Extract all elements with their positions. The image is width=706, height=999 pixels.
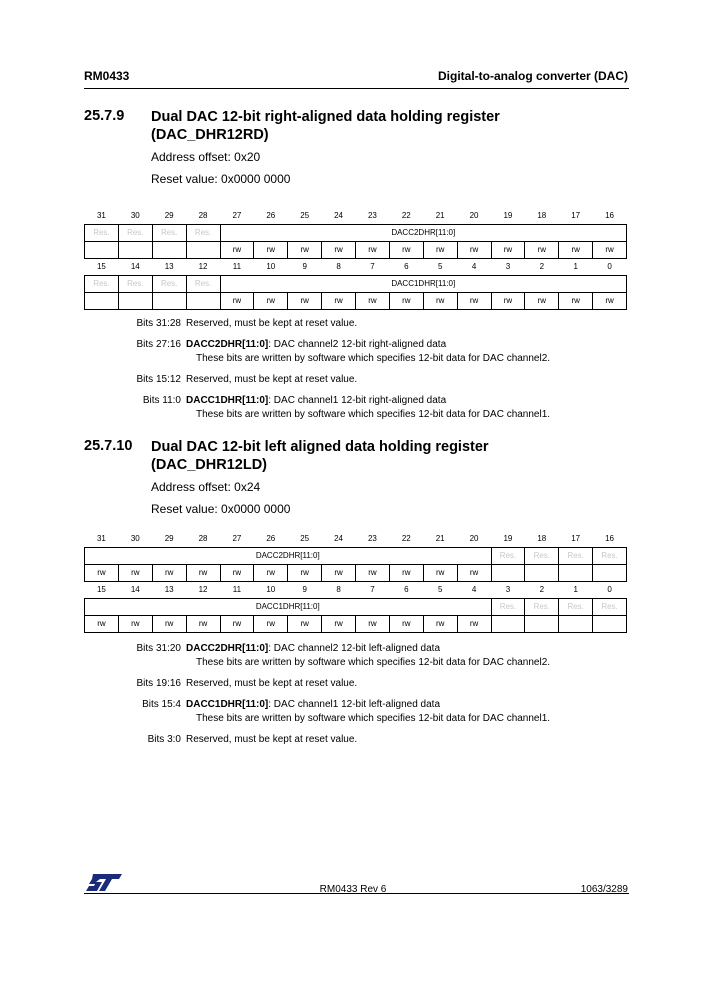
bit-number: 12 — [198, 262, 208, 271]
access-type — [118, 293, 152, 310]
access-type: rw — [356, 616, 390, 633]
bit-number: 15 — [96, 262, 106, 271]
bit-number: 6 — [404, 585, 409, 594]
reserved-field: Res. — [85, 276, 119, 293]
access-type: rw — [491, 293, 525, 310]
bit-number: 12 — [198, 585, 208, 594]
detail-text: These bits are written by software which specifies 12-bit data for DAC channel1. — [196, 409, 551, 420]
access-type — [559, 616, 593, 633]
bit-number: 27 — [232, 211, 242, 220]
reserved-field: Res. — [186, 225, 220, 242]
access-type: rw — [491, 242, 525, 259]
reserved-field: Res. — [559, 599, 593, 616]
bit-description-detail — [84, 657, 629, 671]
access-type: rw — [356, 293, 390, 310]
access-type — [118, 242, 152, 259]
bit-description — [84, 339, 629, 353]
bit-number-row — [85, 531, 627, 548]
bit-number: 22 — [401, 534, 411, 543]
bit-number: 16 — [605, 211, 615, 220]
access-row — [85, 565, 627, 582]
bit-description-text: DACC2DHR[11:0]: DAC channel2 12-bit left-aligned data — [186, 643, 441, 654]
bit-number: 13 — [164, 262, 174, 271]
detail-text: These bits are written by software which specifies 12-bit data for DAC channel2. — [196, 657, 551, 668]
access-type: rw — [322, 616, 356, 633]
reserved-field: Res. — [491, 599, 525, 616]
access-type — [186, 293, 220, 310]
section-title-line2: (DAC_DHR12LD) — [151, 457, 268, 473]
access-type: rw — [288, 242, 322, 259]
access-type: rw — [118, 616, 152, 633]
bit-number: 13 — [164, 585, 174, 594]
bit-number: 11 — [232, 262, 242, 271]
bit-description — [84, 643, 629, 657]
access-type: rw — [423, 293, 457, 310]
section-number: 25.7.9 — [84, 108, 125, 124]
bit-number: 17 — [571, 211, 581, 220]
access-type: rw — [220, 293, 254, 310]
bit-number: 9 — [302, 585, 307, 594]
bit-number: 3 — [505, 585, 511, 594]
bit-number: 11 — [232, 585, 242, 594]
bit-description-text: Reserved, must be kept at reset value. — [186, 374, 358, 385]
access-type: rw — [288, 616, 322, 633]
access-type — [491, 565, 525, 582]
bit-range: Bits 31:20 — [136, 643, 181, 654]
bit-range: Bits 3:0 — [147, 734, 181, 745]
bit-number: 31 — [96, 211, 106, 220]
access-type: rw — [118, 565, 152, 582]
bit-number: 14 — [130, 262, 140, 271]
bit-number: 4 — [471, 585, 477, 594]
address-offset: Address offset: 0x24 — [151, 480, 261, 494]
bit-number: 26 — [266, 534, 276, 543]
bit-number: 20 — [469, 534, 479, 543]
bit-number: 22 — [401, 211, 411, 220]
access-row — [85, 242, 627, 259]
bit-number: 29 — [164, 211, 174, 220]
register-bit-table — [84, 531, 627, 633]
bit-number: 5 — [437, 262, 443, 271]
reserved-field: Res. — [186, 276, 220, 293]
reset-value: Reset value: 0x0000 0000 — [151, 502, 291, 516]
section-title — [151, 108, 631, 144]
bit-description — [84, 699, 629, 713]
bit-range: Bits 15:12 — [136, 374, 181, 385]
section-title — [151, 438, 631, 474]
bit-range: Bits 27:16 — [136, 339, 181, 350]
access-row — [85, 293, 627, 310]
bit-description-detail — [84, 353, 629, 367]
bit-range: Bits 15:4 — [142, 699, 181, 710]
bit-number: 3 — [505, 262, 511, 271]
bit-description — [84, 678, 629, 692]
access-type: rw — [559, 242, 593, 259]
bit-number-row — [85, 259, 627, 276]
bit-number: 30 — [130, 211, 140, 220]
address-offset: Address offset: 0x20 — [151, 150, 261, 164]
bit-field: DACC1DHR[11:0] — [220, 276, 627, 293]
access-type: rw — [254, 242, 288, 259]
bit-number: 7 — [370, 585, 375, 594]
field-row — [85, 599, 627, 616]
field-row — [85, 276, 627, 293]
reserved-field: Res. — [118, 225, 152, 242]
bit-number: 5 — [437, 585, 443, 594]
access-type: rw — [593, 293, 627, 310]
bit-number: 30 — [130, 534, 140, 543]
access-type — [593, 565, 627, 582]
access-type: rw — [254, 293, 288, 310]
bit-number: 17 — [571, 534, 581, 543]
access-type: rw — [254, 616, 288, 633]
bit-number: 14 — [130, 585, 140, 594]
bit-number: 21 — [435, 534, 445, 543]
field-name: DACC2DHR[11:0] — [186, 643, 269, 654]
bit-number: 15 — [96, 585, 106, 594]
access-row — [85, 616, 627, 633]
access-type: rw — [423, 565, 457, 582]
register-bit-table — [84, 208, 627, 310]
field-row — [85, 225, 627, 242]
access-type: rw — [356, 242, 390, 259]
access-type: rw — [254, 565, 288, 582]
bit-number: 7 — [370, 262, 375, 271]
reserved-field: Res. — [525, 548, 559, 565]
bit-number: 25 — [300, 211, 310, 220]
access-type: rw — [423, 616, 457, 633]
access-type: rw — [152, 616, 186, 633]
bit-number: 23 — [367, 211, 377, 220]
bit-number: 1 — [573, 262, 578, 271]
access-type — [152, 242, 186, 259]
access-type: rw — [389, 293, 423, 310]
bit-number: 21 — [435, 211, 445, 220]
bit-description-text: DACC1DHR[11:0]: DAC channel1 12-bit right-aligned data — [186, 395, 447, 406]
bit-number: 9 — [302, 262, 307, 271]
section-title-line1: Dual DAC 12-bit left aligned data holding register — [151, 439, 489, 455]
bit-description-text: DACC1DHR[11:0]: DAC channel1 12-bit left-aligned data — [186, 699, 441, 710]
reserved-field: Res. — [152, 225, 186, 242]
access-type: rw — [525, 242, 559, 259]
access-type: rw — [356, 565, 390, 582]
bit-number: 8 — [336, 585, 341, 594]
bit-number: 23 — [367, 534, 377, 543]
bit-number: 19 — [503, 534, 513, 543]
access-type: rw — [288, 293, 322, 310]
bit-description-text: DACC2DHR[11:0]: DAC channel2 12-bit right-aligned data — [186, 339, 447, 350]
bit-number: 4 — [471, 262, 477, 271]
bit-number: 19 — [503, 211, 513, 220]
bit-number: 2 — [539, 585, 545, 594]
bit-field: DACC1DHR[11:0] — [85, 599, 492, 616]
bit-description — [84, 734, 629, 748]
access-type: rw — [593, 242, 627, 259]
bit-number: 10 — [266, 262, 276, 271]
bit-number: 28 — [198, 211, 208, 220]
bit-description — [84, 318, 629, 332]
access-type: rw — [220, 565, 254, 582]
access-type: rw — [322, 242, 356, 259]
access-type: rw — [220, 616, 254, 633]
bit-number: 10 — [266, 585, 276, 594]
reserved-field: Res. — [85, 225, 119, 242]
bit-description-detail — [84, 409, 629, 423]
access-type — [525, 565, 559, 582]
bit-number: 31 — [96, 534, 106, 543]
footer-revision: RM0433 Rev 6 — [319, 884, 387, 895]
reserved-field: Res. — [152, 276, 186, 293]
bit-number-row — [85, 582, 627, 599]
bit-number: 27 — [232, 534, 242, 543]
bit-range: Bits 19:16 — [136, 678, 181, 689]
access-type: rw — [85, 565, 119, 582]
bit-number: 26 — [266, 211, 276, 220]
bit-description — [84, 395, 629, 409]
access-type: rw — [85, 616, 119, 633]
access-type: rw — [525, 293, 559, 310]
field-name: DACC1DHR[11:0] — [186, 699, 269, 710]
access-type — [491, 616, 525, 633]
access-type: rw — [322, 293, 356, 310]
access-type: rw — [423, 242, 457, 259]
bit-field: DACC2DHR[11:0] — [85, 548, 492, 565]
access-type — [559, 565, 593, 582]
access-type: rw — [389, 242, 423, 259]
access-type: rw — [457, 293, 491, 310]
header-chapter-title: Digital-to-analog converter (DAC) — [437, 69, 628, 83]
bit-number: 18 — [537, 534, 547, 543]
access-type: rw — [186, 616, 220, 633]
access-type: rw — [559, 293, 593, 310]
bit-description-text: Reserved, must be kept at reset value. — [186, 734, 358, 745]
detail-text: These bits are written by software which specifies 12-bit data for DAC channel2. — [196, 353, 551, 364]
access-type — [85, 242, 119, 259]
reserved-field: Res. — [525, 599, 559, 616]
access-type: rw — [220, 242, 254, 259]
field-row — [85, 548, 627, 565]
access-type: rw — [186, 565, 220, 582]
access-type: rw — [457, 565, 491, 582]
section-title-line2: (DAC_DHR12RD) — [151, 127, 269, 143]
access-type: rw — [322, 565, 356, 582]
section-number: 25.7.10 — [84, 438, 133, 454]
reserved-field: Res. — [559, 548, 593, 565]
bit-number: 16 — [605, 534, 615, 543]
bit-number: 20 — [469, 211, 479, 220]
bit-number: 24 — [334, 211, 344, 220]
footer-page-number: 1063/3289 — [580, 884, 628, 895]
reserved-field: Res. — [593, 548, 627, 565]
access-type: rw — [288, 565, 322, 582]
bit-number: 2 — [539, 262, 545, 271]
access-type: rw — [152, 565, 186, 582]
bit-number: 29 — [164, 534, 174, 543]
header-divider — [84, 88, 629, 89]
bit-range: Bits 11:0 — [142, 395, 181, 406]
access-type: rw — [457, 616, 491, 633]
field-name: DACC1DHR[11:0] — [186, 395, 269, 406]
bit-description-text: Reserved, must be kept at reset value. — [186, 318, 358, 329]
access-type — [152, 293, 186, 310]
detail-text: These bits are written by software which specifies 12-bit data for DAC channel1. — [196, 713, 551, 724]
bit-range: Bits 31:28 — [136, 318, 181, 329]
bit-field: DACC2DHR[11:0] — [220, 225, 627, 242]
field-name: DACC2DHR[11:0] — [186, 339, 269, 350]
bit-description-detail — [84, 713, 629, 727]
bit-number: 28 — [198, 534, 208, 543]
bit-number: 0 — [607, 262, 612, 271]
bit-number-row — [85, 208, 627, 225]
access-type — [85, 293, 119, 310]
access-type — [593, 616, 627, 633]
access-type — [186, 242, 220, 259]
reset-value: Reset value: 0x0000 0000 — [151, 172, 291, 186]
reserved-field: Res. — [593, 599, 627, 616]
bit-number: 24 — [334, 534, 344, 543]
access-type: rw — [389, 565, 423, 582]
bit-number: 6 — [404, 262, 409, 271]
section-title-line1: Dual DAC 12-bit right-aligned data holding register — [151, 109, 500, 125]
access-type — [525, 616, 559, 633]
bit-number: 25 — [300, 534, 310, 543]
bit-number: 18 — [537, 211, 547, 220]
bit-number: 1 — [573, 585, 578, 594]
bit-description — [84, 374, 629, 388]
access-type: rw — [457, 242, 491, 259]
bit-number: 0 — [607, 585, 612, 594]
access-type: rw — [389, 616, 423, 633]
header-doc-id: RM0433 — [84, 69, 130, 83]
bit-number: 8 — [336, 262, 341, 271]
bit-description-text: Reserved, must be kept at reset value. — [186, 678, 358, 689]
reserved-field: Res. — [491, 548, 525, 565]
reserved-field: Res. — [118, 276, 152, 293]
